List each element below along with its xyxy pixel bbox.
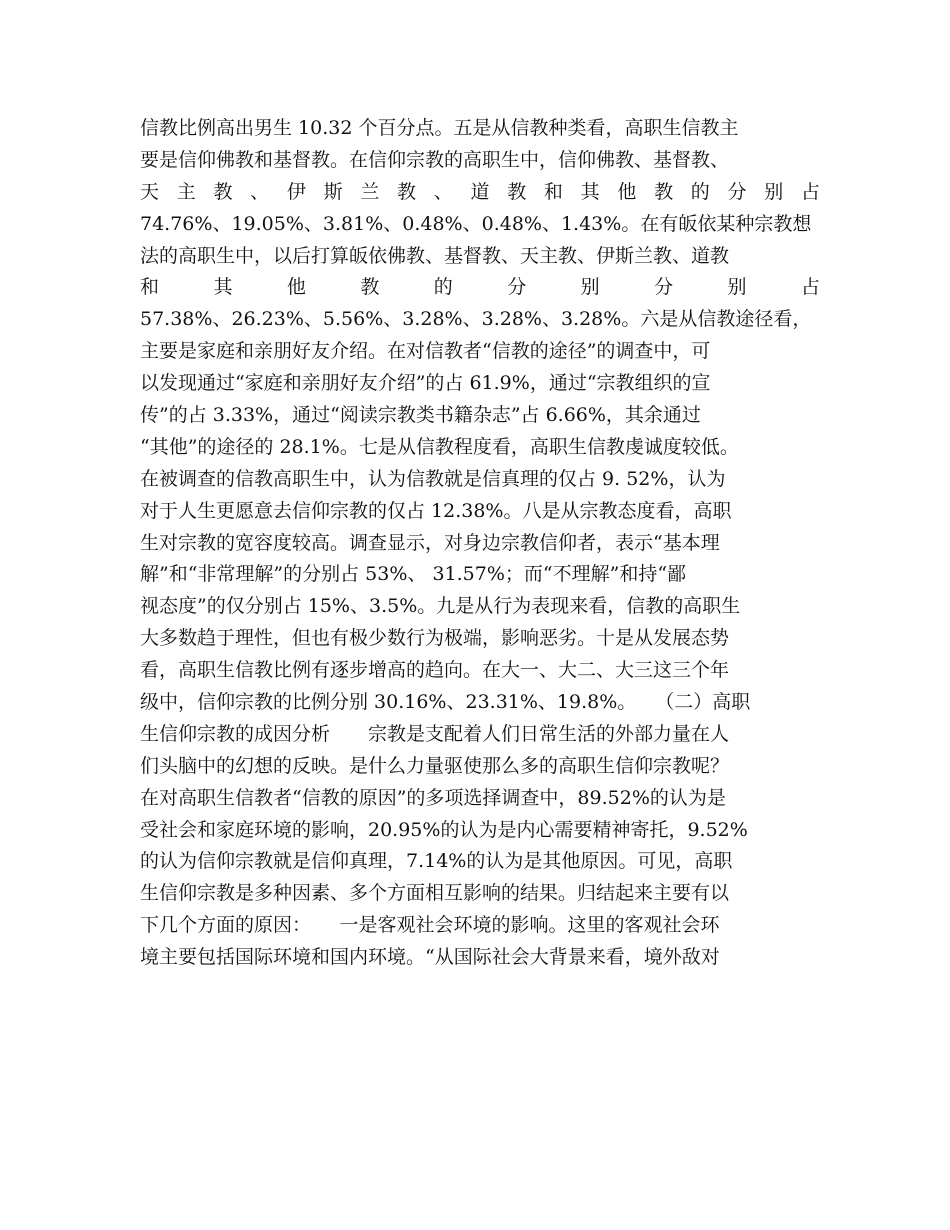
text-line: 法的高职生中，以后打算皈依佛教、基督教、天主教、伊斯兰教、道教 <box>140 244 730 267</box>
text-line: 在被调查的信教高职生中，认为信教就是信真理的仅占 9. 52%，认为 <box>140 467 726 490</box>
justified-char: 道 <box>470 180 490 203</box>
justified-char: 斯 <box>323 180 343 203</box>
justified-char: 的 <box>433 276 453 299</box>
text-line-justified <box>140 272 820 304</box>
justified-char: 天 <box>140 180 160 203</box>
justified-char: 别 <box>764 180 784 203</box>
text-line: 对于人生更愿意去信仰宗教的仅占 12.38%。八是从宗教态度看，高职 <box>140 499 732 522</box>
justified-char: 别 <box>727 276 747 299</box>
justified-char: 占 <box>800 276 820 299</box>
text-line: 57.38%、26.23%、5.56%、3.28%、3.28%、3.28%。六是从信教途径看， <box>140 308 812 331</box>
justified-char: 伊 <box>286 180 306 203</box>
text-line: 生信仰宗教是多种因素、多个方面相互影响的结果。归结起来主要有以 <box>140 882 730 905</box>
justified-char: 分 <box>654 276 674 299</box>
text-line: 传”的占 3.33%，通过“阅读宗教类书籍杂志”占 6.66%，其余通过 <box>140 404 701 427</box>
justified-char: 教 <box>360 276 380 299</box>
text-line: 级中，信仰宗教的比例分别 30.16%、23.31%、19.8%。 （二）高职 <box>140 691 751 714</box>
justified-char: 的 <box>690 180 710 203</box>
justified-char: 别 <box>580 276 600 299</box>
text-line: 下几个方面的原因： 一是客观社会环境的影响。这里的客观社会环 <box>140 914 720 937</box>
body-text <box>140 113 820 974</box>
justified-char: 教 <box>397 180 417 203</box>
text-line: 在对高职生信教者“信教的原因”的多项选择调查中，89.52%的认为是 <box>140 786 726 809</box>
text-line: 大多数趋于理性，但也有极少数行为极端，影响恶劣。十是从发展态势 <box>140 627 730 650</box>
text-line: 主要是家庭和亲朋好友介绍。在对信教者“信教的途径”的调查中，可 <box>140 340 711 363</box>
justified-char: 分 <box>507 276 527 299</box>
justified-char: 主 <box>176 180 196 203</box>
justified-char: 教 <box>507 180 527 203</box>
text-line: 受社会和家庭环境的影响，20.95%的认为是内心需要精神寄托，9.52% <box>140 818 748 841</box>
text-line: 的认为信仰宗教就是信仰真理，7.14%的认为是其他原因。可见，高职 <box>140 850 733 873</box>
text-line: 看，高职生信教比例有逐步增高的趋向。在大一、大二、大三这三个年 <box>140 659 730 682</box>
text-line-justified <box>140 177 820 209</box>
justified-char: 教 <box>654 180 674 203</box>
text-line: “其他”的途径的 28.1%。七是从信教程度看，高职生信教虔诚度较低。 <box>140 435 739 458</box>
justified-char: 兰 <box>360 180 380 203</box>
text-line: 以发现通过“家庭和亲朋好友介绍”的占 61.9%，通过“宗教组织的宣 <box>140 372 711 395</box>
text-line: 境主要包括国际环境和国内环境。“从国际社会大背景来看，境外敌对 <box>140 946 720 969</box>
justified-char: 和 <box>140 276 160 299</box>
justified-char: 、 <box>433 180 453 203</box>
text-line: 信教比例高出男生 10.32 个百分点。五是从信教种类看，高职生信教主 <box>140 117 739 139</box>
justified-char: 教 <box>213 180 233 203</box>
justified-char: 、 <box>250 180 270 203</box>
text-line: 生信仰宗教的成因分析 宗教是支配着人们日常生活的外部力量在人 <box>140 722 730 745</box>
text-line: 解”和“非常理解”的分别占 53%、 31.57%；而“不理解”和持“鄙 <box>140 563 687 586</box>
justified-char: 和 <box>543 180 563 203</box>
justified-char: 他 <box>617 180 637 203</box>
text-line: 74.76%、19.05%、3.81%、0.48%、0.48%、1.43%。在有皈依某种宗教想 <box>140 212 812 235</box>
justified-char: 分 <box>727 180 747 203</box>
text-line: 视态度”的仅分别占 15%、3.5%。九是从行为表现来看，信教的高职生 <box>140 595 741 618</box>
justified-char: 占 <box>800 180 820 203</box>
justified-char: 其 <box>580 180 600 203</box>
text-line: 要是信仰佛教和基督教。在信仰宗教的高职生中，信仰佛教、基督教、 <box>140 148 730 171</box>
text-line: 生对宗教的宽容度较高。调查显示，对身边宗教信仰者，表示“基本理 <box>140 531 720 554</box>
justified-char: 其 <box>213 276 233 299</box>
text-line: 们头脑中的幻想的反映。是什么力量驱使那么多的高职生信仰宗教呢？ <box>140 754 730 777</box>
justified-char: 他 <box>286 276 306 299</box>
